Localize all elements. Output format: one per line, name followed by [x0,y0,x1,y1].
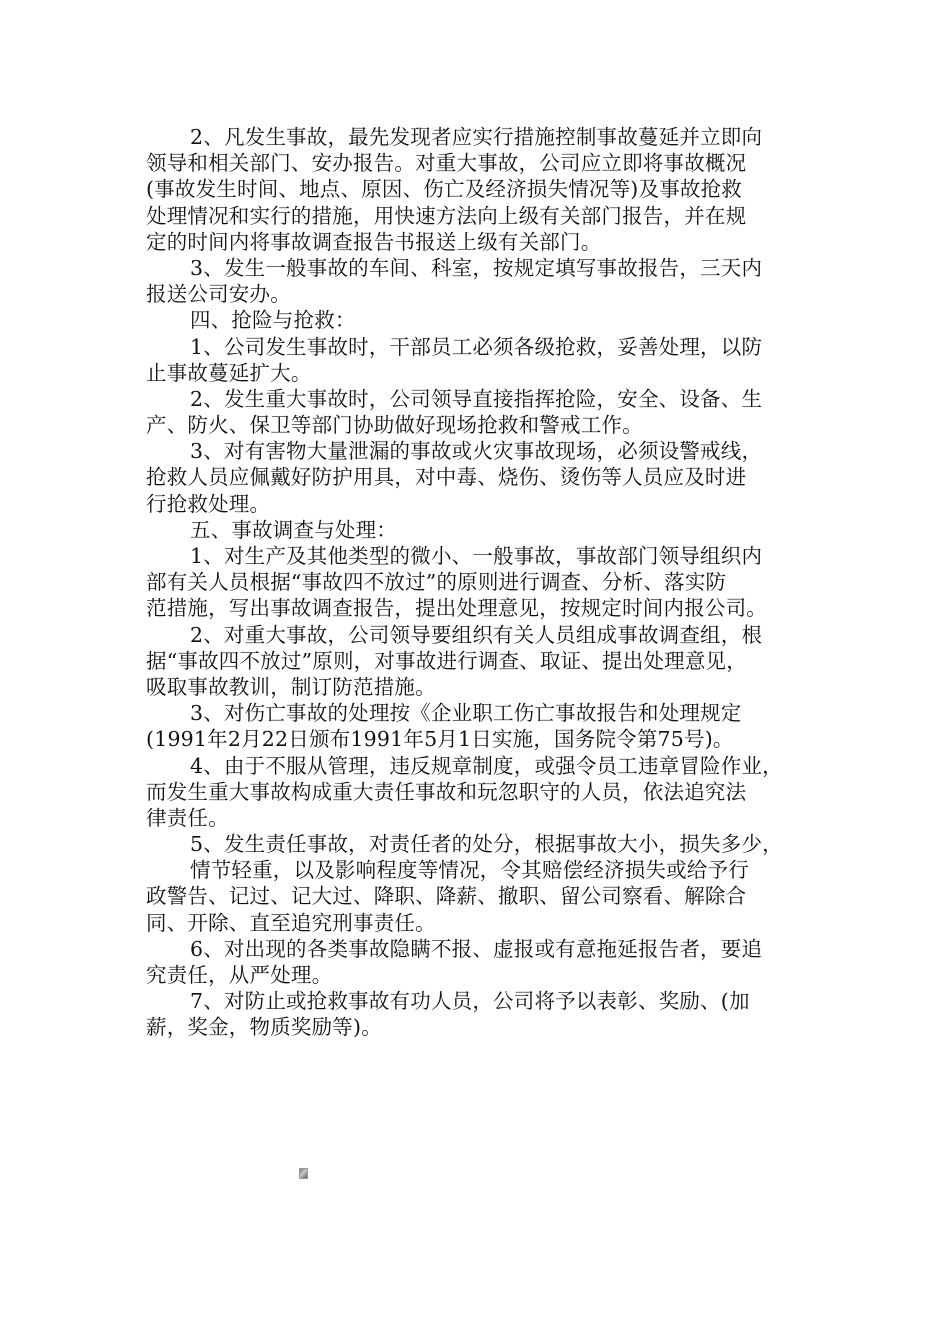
document-body [146,124,810,1041]
paragraph-line: 领导和相关部门、安办报告。对重大事故，公司应立即将事故概况 [146,151,747,176]
section-heading: 四、抢险与抢救： [190,308,356,333]
paragraph-line: 2、凡发生事故，最先发现者应实行措施控制事故蔓延并立即向 [190,125,763,149]
paragraph-line: 行抢救处理。 [146,491,271,516]
paragraph-line: 止事故蔓延扩大。 [146,360,312,385]
paragraph-line: 产、防火、保卫等部门协助做好现场抢救和警戒工作。 [146,413,643,438]
paragraph-line: 政警告、记过、记大过、降职、降薪、撤职、留公司察看、解除合 [146,884,747,909]
paragraph-line: 部有关人员根据“事故四不放过”的原则进行调查、分析、落实防 [146,570,727,595]
paragraph-line: 2、对重大事故，公司领导要组织有关人员组成事故调查组，根 [190,622,763,647]
paragraph-line: 2、发生重大事故时，公司领导直接指挥抢险，安全、设备、生 [190,386,763,411]
section-heading: 五、事故调查与处理： [190,517,397,542]
paragraph-line: 范措施，写出事故调查报告，提出处理意见，按规定时间内报公司。 [146,596,767,621]
paragraph-line: 报送公司安办。 [146,282,291,307]
paragraph-line: 吸取事故教训，制订防范措施。 [146,674,436,699]
paragraph-line: 情节轻重，以及影响程度等情况，令其赔偿经济损失或给予行 [190,858,749,883]
image-placeholder-icon [299,1168,308,1179]
paragraph-line: (1991年2月22日颁布1991年5月1日实施，国务院令第75号)。 [146,727,734,752]
paragraph-line: 究责任，从严处理。 [146,963,333,987]
paragraph-line: 处理情况和实行的措施，用快速方法向上级有关部门报告，并在规 [146,203,747,228]
paragraph-line: 7、对防止或抢救事故有功人员，公司将予以表彰、奖励、(加 [190,989,750,1014]
paragraph-line: 同、开除、直至追究刑事责任。 [146,910,436,935]
paragraph-line: 据“事故四不放过”原则，对事故进行调查、取证、提出处理意见， [146,648,747,673]
paragraph-line: 抢救人员应佩戴好防护用具，对中毒、烧伤、烫伤等人员应及时进 [146,465,747,490]
paragraph-line: 3、发生一般事故的车间、科室，按规定填写事故报告，三天内 [190,255,763,280]
paragraph-line: 薪，奖金，物质奖励等)。 [146,1015,382,1040]
paragraph-line: 3、对伤亡事故的处理按《企业职工伤亡事故报告和处理规定 [190,701,742,726]
paragraph-line: 6、对出现的各类事故隐瞒不报、虚报或有意拖延报告者，要追 [190,936,763,961]
paragraph-line: 定的时间内将事故调查报告书报送上级有关部门。 [146,229,602,254]
paragraph-line: 1、公司发生事故时，干部员工必须各级抢救，妥善处理，以防 [190,334,763,359]
paragraph-line: 3、对有害物大量泄漏的事故或火灾事故现场，必须设警戒线， [190,439,763,464]
paragraph-line: 而发生重大事故构成重大责任事故和玩忽职守的人员，依法追究法 [146,779,747,804]
paragraph-line: (事故发生时间、地点、原因、伤亡及经济损失情况等)及事故抢救 [146,177,742,202]
paragraph-line: 4、由于不服从管理，违反规章制度，或强令员工违章冒险作业， [190,753,783,778]
paragraph-line: 律责任。 [146,805,229,830]
paragraph-line: 5、发生责任事故，对责任者的处分，根据事故大小，损失多少， [190,832,783,857]
paragraph-line: 1、对生产及其他类型的微小、一般事故，事故部门领导组织内 [190,544,763,568]
